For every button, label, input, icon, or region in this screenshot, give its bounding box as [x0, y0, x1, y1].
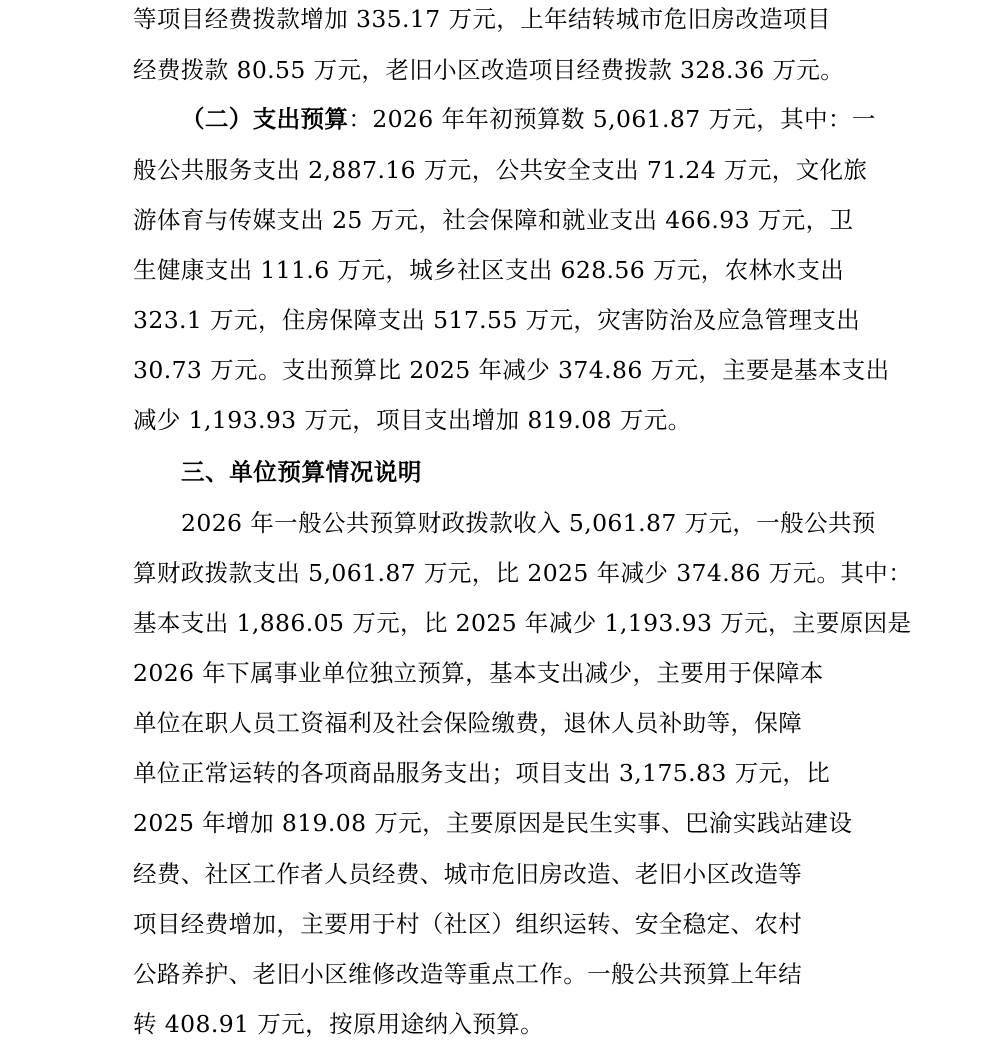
section-three-line-7: 2025 年增加 819.08 万元，主要原因是民生实事、巴渝实践站建设	[133, 809, 853, 837]
expenditure-line-5: 323.1 万元，住房保障支出 517.55 万元，灾害防治及应急管理支出	[133, 306, 861, 334]
section-three-line-8: 经费、社区工作者人员经费、城市危旧房改造、老旧小区改造等	[133, 860, 803, 888]
expenditure-subheading: （二）支出预算	[181, 105, 349, 133]
section-three-line-3: 基本支出 1,886.05 万元，比 2025 年减少 1,193.93 万元，主要原因是	[133, 609, 912, 637]
section-three-line-11: 转 408.91 万元，按原用途纳入预算。	[133, 1010, 545, 1038]
continuation-line-2: 经费拨款 80.55 万元，老旧小区改造项目经费拨款 328.36 万元。	[133, 56, 845, 84]
section-three-line-2: 算财政拨款支出 5,061.87 万元，比 2025 年减少 374.86 万元。其中：	[133, 559, 913, 587]
expenditure-line-3: 游体育与传媒支出 25 万元，社会保障和就业支出 466.93 万元，卫	[133, 206, 854, 234]
section-three-line-10: 公路养护、老旧小区维修改造等重点工作。一般公共预算上年结	[133, 960, 803, 988]
section-three-line-5: 单位在职人员工资福利及社会保险缴费，退休人员补助等，保障	[133, 709, 803, 737]
section-three-line-6: 单位正常运转的各项商品服务支出；项目支出 3,175.83 万元，比	[133, 759, 831, 787]
section-three-line-1: 2026 年一般公共预算财政拨款收入 5,061.87 万元，一般公共预	[181, 509, 876, 537]
expenditure-line-6: 30.73 万元。支出预算比 2025 年减少 374.86 万元，主要是基本支出	[133, 356, 890, 384]
section-three-line-9: 项目经费增加，主要用于村（社区）组织运转、安全稳定、农村	[133, 910, 803, 938]
expenditure-first-line-text: ：2026 年年初预算数 5,061.87 万元，其中：一	[348, 105, 876, 133]
continuation-line-1: 等项目经费拨款增加 335.17 万元，上年结转城市危旧房改造项目	[133, 5, 831, 33]
expenditure-line-4: 生健康支出 111.6 万元，城乡社区支出 628.56 万元，农林水支出	[133, 256, 845, 284]
section-three-line-4: 2026 年下属事业单位独立预算，基本支出减少，主要用于保障本	[133, 659, 824, 687]
expenditure-line-2: 般公共服务支出 2,887.16 万元，公共安全支出 71.24 万元，文化旅	[133, 156, 868, 184]
expenditure-paragraph-first-line	[181, 102, 876, 136]
expenditure-line-7: 减少 1,193.93 万元，项目支出增加 819.08 万元。	[133, 406, 692, 434]
section-three-heading: 三、单位预算情况说明	[181, 458, 422, 486]
